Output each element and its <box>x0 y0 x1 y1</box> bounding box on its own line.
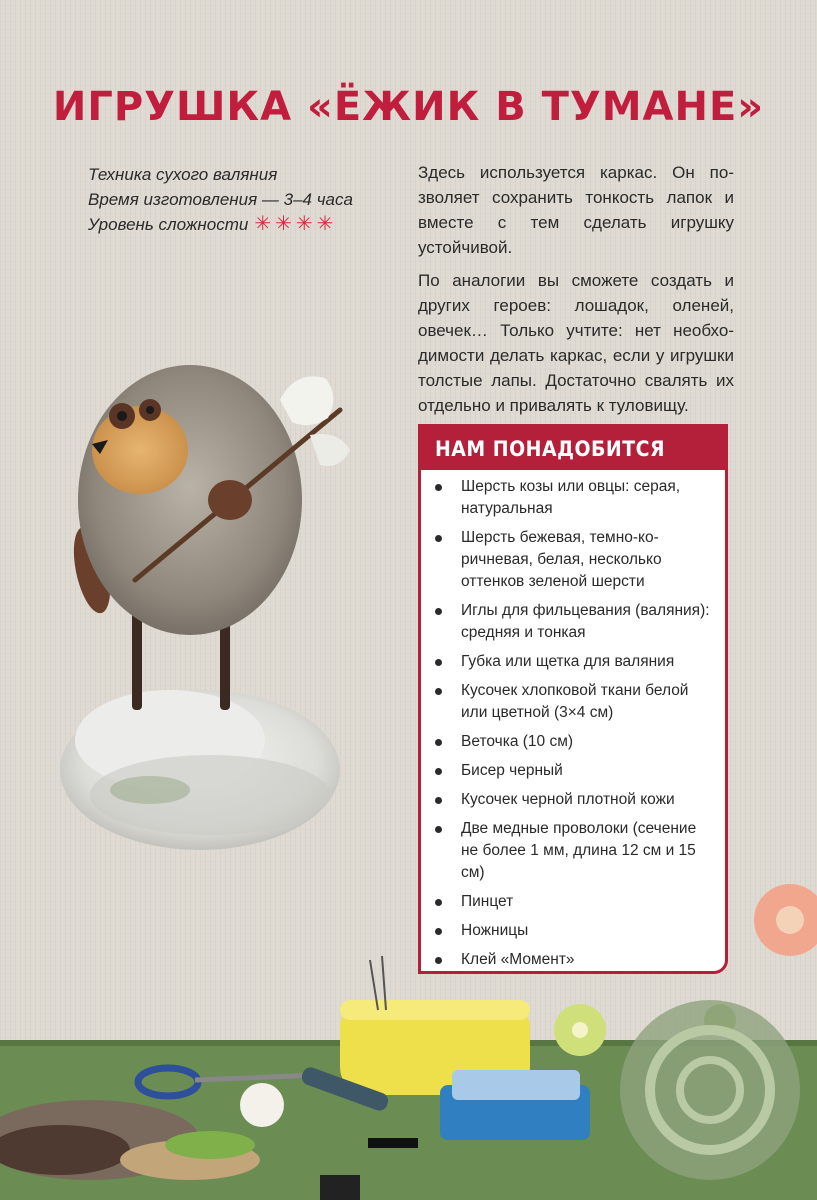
intro-paragraph: По аналогии вы сможете создать и других героев: лошадок, оленей, овечек… Только учтите: нет необходимости делать каркас, если у игрушки толстые лапы. Достаточно свалять их отдельно и привалять к туловищу. <box>418 271 734 415</box>
page-title: ИГРУШКА «ЁЖИК В ТУМАНЕ» <box>52 84 765 130</box>
bullet-icon <box>435 659 442 666</box>
list-item: Иглы для фильцевания (валяния): средняя и тонкая <box>421 600 715 644</box>
materials-header: НАМ ПОНАДОБИТСЯ <box>421 427 725 470</box>
list-item: Веточка (10 см) <box>421 731 715 753</box>
list-item: Две медные проволоки (сечение не более 1 мм, длина 12 см и 15 см) <box>421 818 715 884</box>
list-item: Бисер черный <box>421 760 715 782</box>
materials-list <box>421 470 725 971</box>
time-line: Время изготовления — 3–4 часа <box>88 190 353 209</box>
bullet-icon <box>435 797 442 804</box>
bullet-icon <box>435 484 442 491</box>
project-meta <box>88 162 388 237</box>
bullet-icon <box>435 768 442 775</box>
bullet-icon <box>435 535 442 542</box>
difficulty-line <box>88 212 388 237</box>
hedgehog-toy-image <box>40 340 400 880</box>
list-item: Ножницы <box>421 920 715 942</box>
list-item: Шерсть козы или овцы: серая, натуральная <box>421 476 715 520</box>
bullet-icon <box>435 688 442 695</box>
bullet-icon <box>435 957 442 964</box>
difficulty-stars-icon: ✳✳✳✳ <box>254 213 338 235</box>
list-item: Шерсть бежевая, темно-коричневая, белая, несколько оттенков зеленой шерсти <box>421 527 715 593</box>
difficulty-label: Уровень сложности <box>88 215 249 234</box>
list-item: Клей «Момент» <box>421 949 715 971</box>
list-item: Пинцет <box>421 891 715 913</box>
intro-paragraph: Здесь используется каркас. Он позволяет сохранить тонкость лапок и вместе с тем сделать игрушку устойчивой. <box>418 163 734 257</box>
list-item: Кусочек хлопковой ткани белой или цветной (3×4 см) <box>421 680 715 724</box>
bullet-icon <box>435 826 442 833</box>
bullet-icon <box>435 928 442 935</box>
bullet-icon <box>435 608 442 615</box>
materials-box <box>418 424 728 974</box>
technique-line: Техника сухого валяния <box>88 165 278 184</box>
intro-text <box>418 160 734 426</box>
bullet-icon <box>435 739 442 746</box>
bullet-icon <box>435 899 442 906</box>
list-item: Кусочек черной плотной кожи <box>421 789 715 811</box>
list-item: Губка или щетка для валяния <box>421 651 715 673</box>
